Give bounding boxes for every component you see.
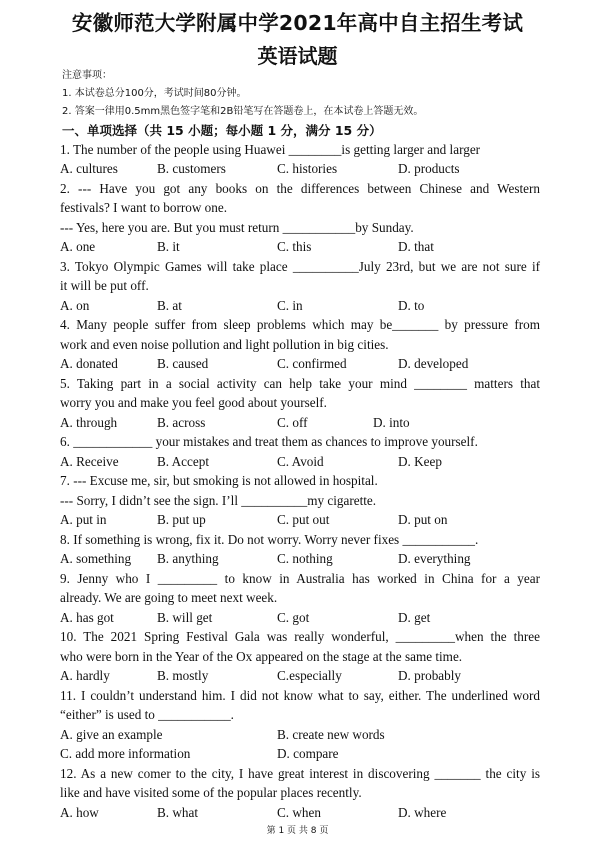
- option-b: B. caused: [157, 356, 209, 371]
- option-d: D. that: [398, 239, 434, 254]
- notes-heading: 注意事项：: [62, 70, 112, 81]
- question-3-text: it will be put off.: [60, 278, 149, 293]
- question-4-text: work and even noise pollution and light pollution in big cities.: [60, 337, 389, 352]
- note-item: 1. 本试卷总分100分，考试时间80分钟。: [62, 88, 247, 99]
- option-b: B. put up: [157, 512, 206, 527]
- option-c: C. off: [277, 415, 308, 430]
- question-10-text: who were born in the Year of the Ox appeared on the stage at the same time.: [60, 649, 463, 664]
- option-c: C. confirmed: [277, 356, 347, 371]
- option-c: C.especially: [277, 668, 342, 683]
- option-d: D. probably: [398, 668, 461, 683]
- option-a: A. cultures: [60, 161, 118, 176]
- option-d: D. products: [398, 161, 460, 176]
- option-b: B. Accept: [157, 454, 210, 469]
- option-a: A. give an example: [60, 727, 163, 742]
- exam-title: 安徽师范大学附属中学2021年高中自主招生考试: [71, 11, 524, 35]
- option-d: D. compare: [277, 746, 339, 761]
- option-c: C. Avoid: [277, 454, 324, 469]
- option-d: D. into: [373, 415, 410, 430]
- option-d: D. to: [398, 298, 425, 313]
- option-d: D. Keep: [398, 454, 442, 469]
- option-b: B. anything: [157, 551, 219, 566]
- option-a: A. how: [60, 805, 99, 820]
- option-a: A. Receive: [60, 454, 119, 469]
- question-10-text: 10. The 2021 Spring Festival Gala was really wonderful, _________when the three: [60, 629, 540, 644]
- question-7-text: 7. --- Excuse me, sir, but smoking is not allowed in hospital.: [60, 473, 378, 488]
- option-b: B. mostly: [157, 668, 209, 683]
- option-b: B. will get: [157, 610, 213, 625]
- option-c: C. add more information: [60, 746, 191, 761]
- option-a: A. hardly: [60, 668, 110, 683]
- question-2-text: --- Yes, here you are. But you must return ___________by Sunday.: [60, 220, 414, 235]
- question-1-text: 1. The number of the people using Huawei ________is getting larger and larger: [60, 142, 481, 157]
- question-2-text: festivals? I want to borrow one.: [60, 200, 227, 215]
- option-a: A. donated: [60, 356, 118, 371]
- page-number: 第 1 页 共 8 页: [266, 826, 329, 836]
- question-5-text: worry you and make you feel good about yourself.: [60, 395, 327, 410]
- option-b: B. across: [157, 415, 206, 430]
- option-a: A. put in: [60, 512, 107, 527]
- option-c: C. nothing: [277, 551, 333, 566]
- option-a: A. through: [60, 415, 118, 430]
- question-9-text: 9. Jenny who I _________ to know in Australia has worked in China for a year: [60, 571, 540, 586]
- option-b: B. what: [157, 805, 199, 820]
- option-a: A. something: [60, 551, 132, 566]
- question-4-text: 4. Many people suffer from sleep problems which may be_______ by pressure from: [60, 317, 540, 332]
- question-8-text: 8. If something is wrong, fix it. Do not worry. Worry never fixes ___________.: [60, 532, 479, 547]
- question-5-text: 5. Taking part in a social activity can help take your mind ________ matters that: [60, 376, 540, 391]
- option-b: B. it: [157, 239, 180, 254]
- option-c: C. this: [277, 239, 312, 254]
- option-d: D. put on: [398, 512, 448, 527]
- exam-subtitle: 英语试题: [257, 44, 338, 68]
- question-12-text: 12. As a new comer to the city, I have great interest in discovering _______ the city is: [60, 766, 540, 781]
- option-b: B. customers: [157, 161, 226, 176]
- option-d: D. where: [398, 805, 447, 820]
- question-7-text: --- Sorry, I didn’t see the sign. I’ll __________my cigarette.: [60, 493, 377, 508]
- option-d: D. developed: [398, 356, 469, 371]
- section-title: 一、单项选择（共 15 小题；每小题 1 分，满分 15 分）: [62, 123, 382, 138]
- option-a: A. on: [60, 298, 90, 313]
- note-item: 2. 答案一律用0.5mm黑色签字笔和2B铅笔写在答题卷上，在本试卷上答题无效。: [62, 106, 424, 117]
- question-11-text: “either” is used to ___________.: [60, 707, 234, 722]
- question-6-text: 6. ____________ your mistakes and treat them as chances to improve yourself.: [60, 434, 478, 449]
- question-3-text: 3. Tokyo Olympic Games will take place __________July 23rd, but we are not sure if: [60, 259, 540, 274]
- option-c: C. put out: [277, 512, 330, 527]
- option-a: A. has got: [60, 610, 114, 625]
- question-12-text: like and have visited some of the popular places recently.: [60, 785, 362, 800]
- option-c: C. got: [277, 610, 310, 625]
- option-a: A. one: [60, 239, 96, 254]
- option-d: D. get: [398, 610, 431, 625]
- option-c: C. histories: [277, 161, 338, 176]
- question-11-text: 11. I couldn’t understand him. I did not know what to say, either. The underlined word: [60, 688, 540, 703]
- option-c: C. in: [277, 298, 303, 313]
- option-c: C. when: [277, 805, 321, 820]
- option-b: B. at: [157, 298, 182, 313]
- option-d: D. everything: [398, 551, 471, 566]
- question-2-text: 2. --- Have you got any books on the differences between Chinese and Western: [60, 181, 540, 196]
- option-b: B. create new words: [277, 727, 385, 742]
- question-9-text: already. We are going to meet next week.: [60, 590, 278, 605]
